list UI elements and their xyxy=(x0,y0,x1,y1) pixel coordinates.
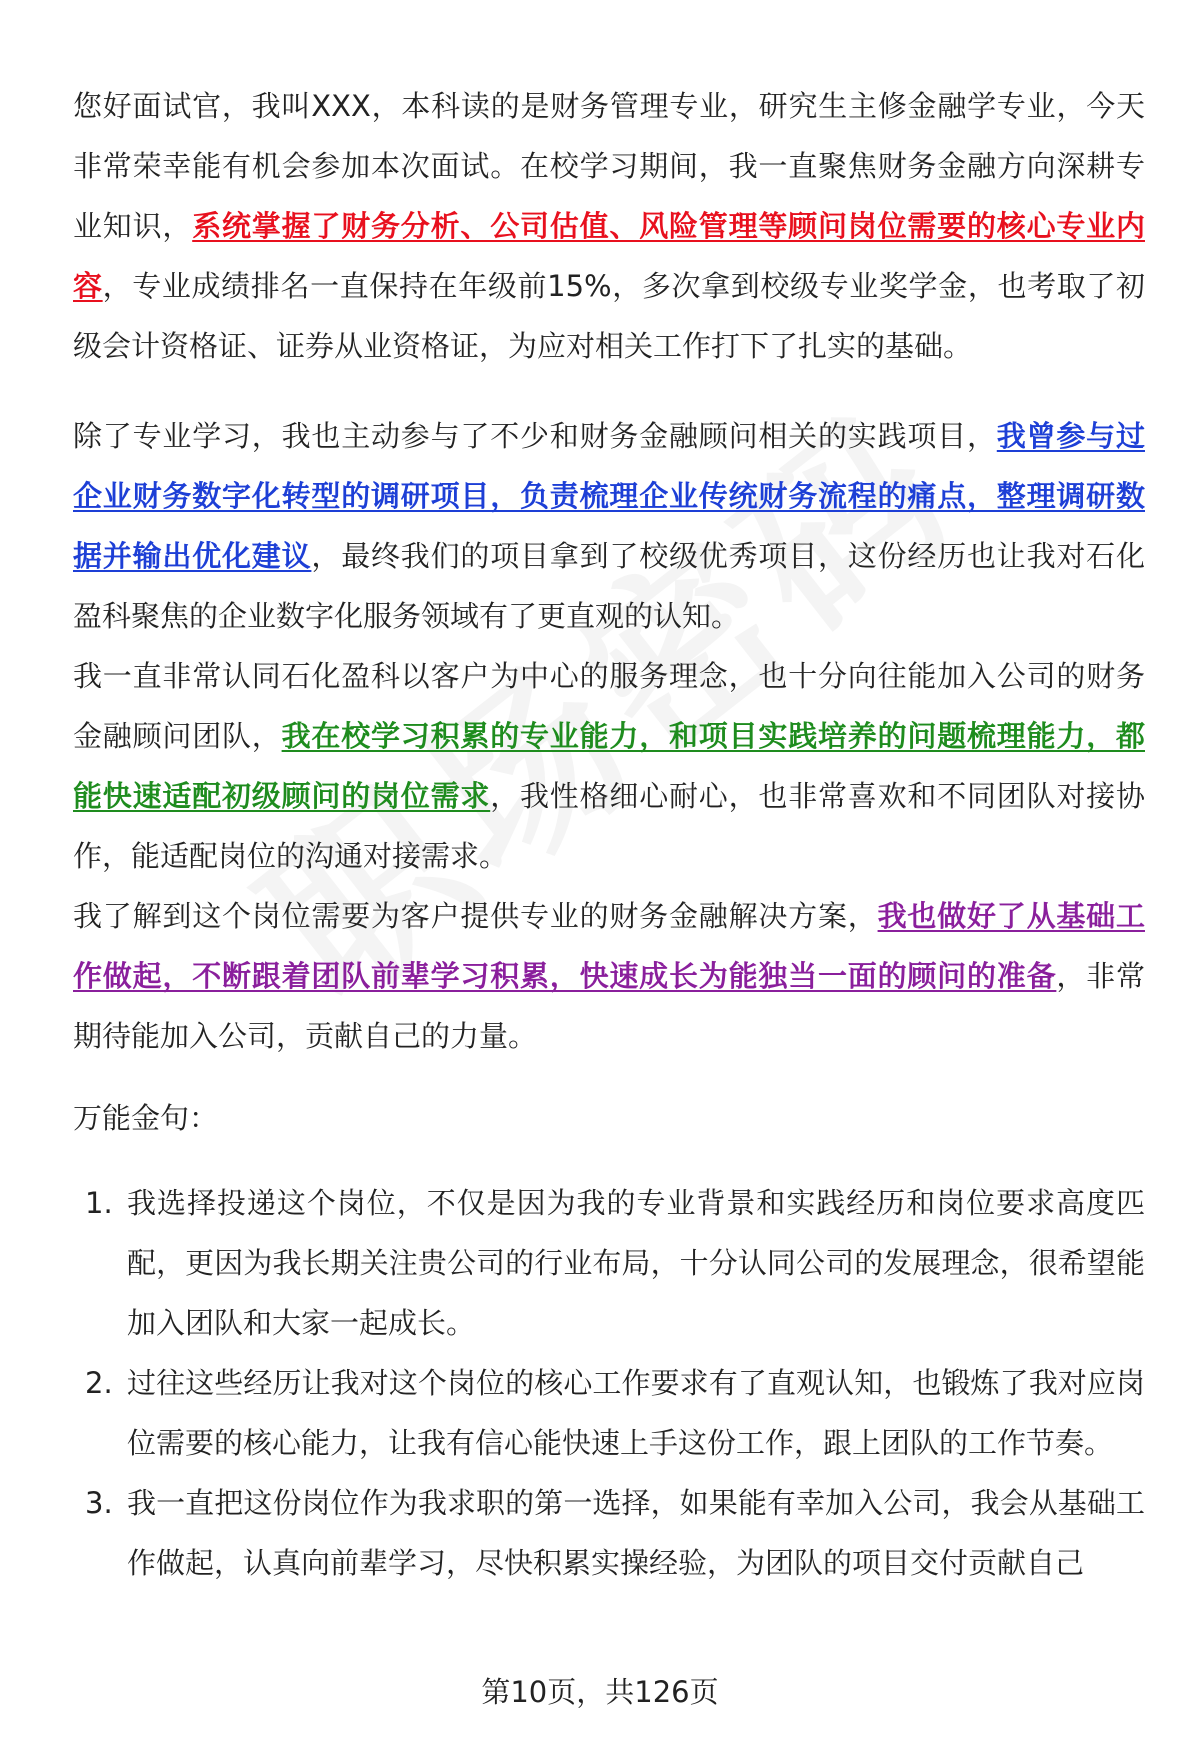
intro-paragraph xyxy=(73,76,1145,376)
quotes-list xyxy=(73,1173,1145,1593)
practice-text-after: ，最终我们的项目拿到了校级优秀项目，这份经历也让我对石化盈科聚焦的企业数字化服务领域有了更直观的认知。 xyxy=(73,539,1145,633)
list-item-text: 过往这些经历让我对这个岗位的核心工作要求有了直观认知，也锻炼了我对应岗位需要的核心能力，让我有信心能快速上手这份工作，跟上团队的工作节奏。 xyxy=(127,1366,1145,1460)
document-body xyxy=(73,76,1145,1593)
practice-text-before: 除了专业学习，我也主动参与了不少和财务金融顾问相关的实践项目， xyxy=(73,419,997,453)
intro-highlight: 系统掌握了财务分析、公司估值、风险管理等顾问岗位需要的核心专业内容 xyxy=(73,209,1145,303)
list-item-number: 2. xyxy=(85,1366,113,1400)
closing-text-after: ，非常期待能加入公司，贡献自己的力量。 xyxy=(73,959,1145,1053)
motivation-highlight: 我在校学习积累的专业能力，和项目实践培养的问题梳理能力，都能快速适配初级顾问的岗位需求 xyxy=(73,719,1145,813)
intro-text-before: 您好面试官，我叫XXX，本科读的是财务管理专业，研究生主修金融学专业，今天非常荣幸能有机会参加本次面试。在校学习期间，我一直聚焦财务金融方向深耕专业知识， xyxy=(73,89,1145,243)
list-item-text: 我一直把这份岗位作为我求职的第一选择，如果能有幸加入公司，我会从基础工作做起，认真向前辈学习，尽快积累实操经验，为团队的项目交付贡献自己 xyxy=(127,1486,1145,1580)
list-item xyxy=(73,1173,1145,1353)
list-item xyxy=(73,1473,1145,1593)
practice-highlight: 我曾参与过企业财务数字化转型的调研项目，负责梳理企业传统财务流程的痛点，整理调研数据并输出优化建议 xyxy=(73,419,1145,573)
section-heading: 万能金句： xyxy=(73,1101,219,1135)
list-item-number: 1. xyxy=(85,1186,113,1220)
intro-text-after: ，专业成绩排名一直保持在年级前15%，多次拿到校级专业奖学金，也考取了初级会计资格证、证券从业资格证，为应对相关工作打下了扎实的基础。 xyxy=(73,269,1145,363)
list-item-number: 3. xyxy=(85,1486,113,1520)
closing-text-before: 我了解到这个岗位需要为客户提供专业的财务金融解决方案， xyxy=(73,899,878,933)
list-item-text: 我选择投递这个岗位，不仅是因为我的专业背景和实践经历和岗位要求高度匹配，更因为我长期关注贵公司的行业布局，十分认同公司的发展理念，很希望能加入团队和大家一起成长。 xyxy=(127,1186,1145,1340)
motivation-text-after: ，我性格细心耐心，也非常喜欢和不同团队对接协作，能适配岗位的沟通对接需求。 xyxy=(73,779,1145,873)
closing-highlight: 我也做好了从基础工作做起，不断跟着团队前辈学习积累，快速成长为能独当一面的顾问的准备 xyxy=(73,899,1145,993)
motivation-text-before: 我一直非常认同石化盈科以客户为中心的服务理念，也十分向往能加入公司的财务金融顾问团队， xyxy=(73,659,1145,753)
list-item xyxy=(73,1353,1145,1473)
closing-paragraph xyxy=(73,886,1145,1066)
practice-paragraph xyxy=(73,406,1145,646)
motivation-paragraph xyxy=(73,646,1145,886)
page-number-footer: 第10页，共126页 xyxy=(481,1675,719,1709)
